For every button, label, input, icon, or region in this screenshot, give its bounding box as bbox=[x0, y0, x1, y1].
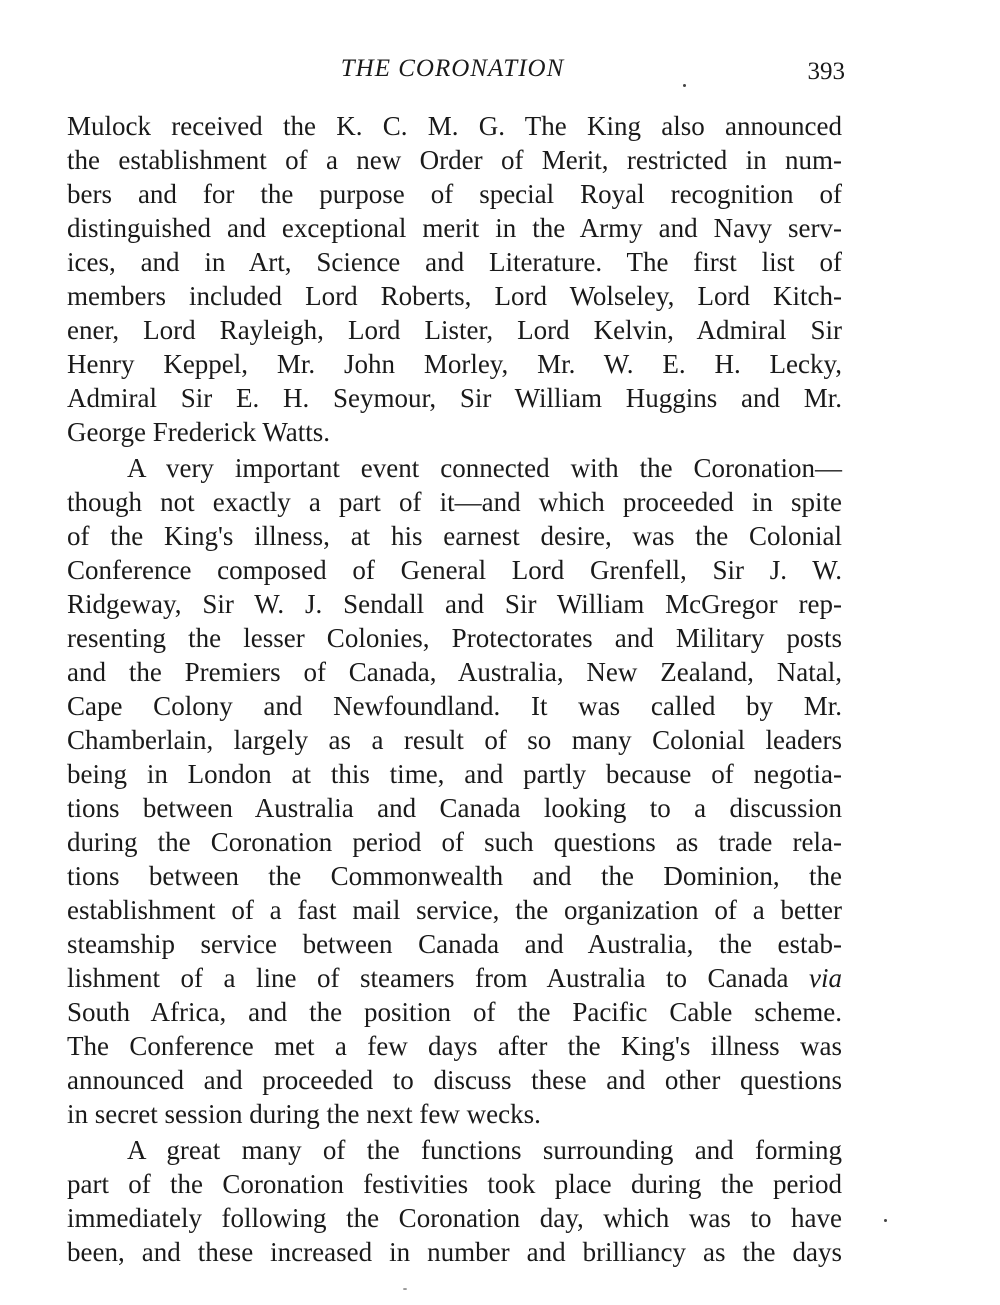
body-text bbox=[67, 109, 842, 1269]
text-line: The Conference met a few days after the King's illness was bbox=[67, 1031, 842, 1061]
text-line: Cape Colony and Newfoundland. It was called by Mr. bbox=[67, 691, 842, 721]
text-line: Conference composed of General Lord Grenfell, Sir J. W. bbox=[67, 555, 842, 585]
paragraph-start-line: A very important event connected with the Coronation— bbox=[127, 453, 842, 483]
print-speck bbox=[403, 1288, 407, 1290]
text-line: tions between Australia and Canada looking to a discussion bbox=[67, 793, 842, 823]
text-line: being in London at this time, and partly because of negotia- bbox=[67, 759, 842, 789]
print-speck bbox=[884, 1219, 887, 1222]
text-line: announced and proceeded to discuss these and other questions bbox=[67, 1065, 842, 1095]
text-line: of the King's illness, at his earnest desire, was the Colonial bbox=[67, 521, 842, 551]
text-line: and the Premiers of Canada, Australia, New Zealand, Natal, bbox=[67, 657, 842, 687]
text-line: members included Lord Roberts, Lord Wolseley, Lord Kitch- bbox=[67, 281, 842, 311]
text-line: been, and these increased in number and brilliancy as the days bbox=[67, 1237, 842, 1267]
text-line: steamship service between Canada and Australia, the estab- bbox=[67, 929, 842, 959]
text-line: Henry Keppel, Mr. John Morley, Mr. W. E. H. Lecky, bbox=[67, 349, 842, 379]
paragraph-start-line: A great many of the functions surrounding and forming bbox=[127, 1135, 842, 1165]
text-segment: lishment of a line of steamers from Australia to Canada bbox=[67, 963, 789, 993]
page-number: 393 bbox=[807, 58, 845, 85]
text-line: ener, Lord Rayleigh, Lord Lister, Lord Kelvin, Admiral Sir bbox=[67, 315, 842, 345]
text-line: in secret session during the next few wecks. bbox=[67, 1099, 541, 1129]
text-line: immediately following the Coronation day, which was to have bbox=[67, 1203, 842, 1233]
text-line: South Africa, and the position of the Pacific Cable scheme. bbox=[67, 997, 842, 1027]
text-line: George Frederick Watts. bbox=[67, 417, 330, 447]
text-line: Admiral Sir E. H. Seymour, Sir William Huggins and Mr. bbox=[67, 383, 842, 413]
text-line: the establishment of a new Order of Merit, restricted in num- bbox=[67, 145, 842, 175]
text-line: part of the Coronation festivities took place during the period bbox=[67, 1169, 842, 1199]
text-line: ices, and in Art, Science and Literature. The first list of bbox=[67, 247, 842, 277]
text-line: Mulock received the K. C. M. G. The King also announced bbox=[67, 111, 842, 141]
text-line: tions between the Commonwealth and the Dominion, the bbox=[67, 861, 842, 891]
text-line: distinguished and exceptional merit in the Army and Navy serv- bbox=[67, 213, 842, 243]
text-line: establishment of a fast mail service, the organization of a better bbox=[67, 895, 842, 925]
italic-word: via bbox=[809, 963, 842, 993]
text-line-with-italic bbox=[67, 961, 842, 995]
running-title: THE CORONATION bbox=[340, 55, 565, 82]
text-line: Ridgeway, Sir W. J. Sendall and Sir William McGregor rep- bbox=[67, 589, 842, 619]
text-line: resenting the lesser Colonies, Protectorates and Military posts bbox=[67, 623, 842, 653]
print-speck bbox=[683, 84, 686, 87]
text-line: though not exactly a part of it—and which proceeded in spite bbox=[67, 487, 842, 517]
text-line: during the Coronation period of such questions as trade rela- bbox=[67, 827, 842, 857]
text-line: bers and for the purpose of special Royal recognition of bbox=[67, 179, 842, 209]
text-line: Chamberlain, largely as a result of so many Colonial leaders bbox=[67, 725, 842, 755]
